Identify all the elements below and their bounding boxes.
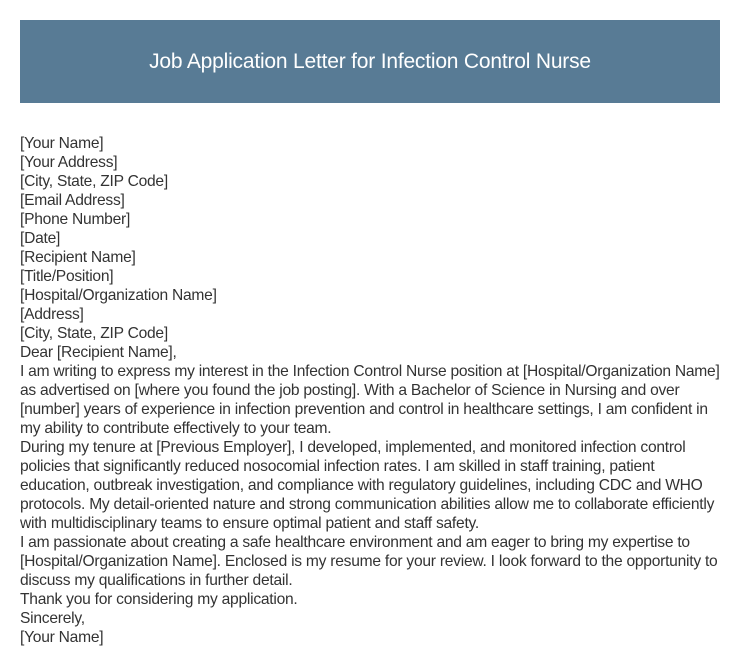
- salutation: Dear [Recipient Name],: [20, 344, 177, 361]
- signature: [Your Name]: [20, 629, 104, 646]
- recipient-title: [Title/Position]: [20, 268, 114, 285]
- recipient-name: [Recipient Name]: [20, 249, 136, 266]
- sender-name: [Your Name]: [20, 135, 104, 152]
- letter-date: [Date]: [20, 230, 61, 247]
- paragraph-experience: During my tenure at [Previous Employer], I developed, implemented, and monitored infection control policies that significantly reduced nosocomial infection rates. I am skilled in staff training, patient education, outbreak investigation, and compliance with regulatory guidelines, including CDC and WHO protocols. My detail-oriented nature and strong communication abilities allow me to collaborate efficiently with multidisciplinary teams to ensure optimal patient and staff safety.: [20, 439, 715, 532]
- page-title: Job Application Letter for Infection Control Nurse: [149, 49, 591, 73]
- paragraph-thanks: Thank you for considering my application.: [20, 591, 298, 608]
- paragraph-intro: I am writing to express my interest in the Infection Control Nurse position at [Hospital/Organization Name] as advertised on [where you found the job posting]. With a Bachelor of Science in Nursing and over [number] years of experience in infection prevention and control in healthcare settings, I am confident in my ability to contribute effectively to your team.: [20, 363, 720, 437]
- paragraph-closing-interest: I am passionate about creating a safe healthcare environment and am eager to bring my expertise to [Hospital/Organization Name]. Enclosed is my resume for your review. I look forward to the opportunity to discuss my qualifications in further detail.: [20, 534, 718, 589]
- sender-phone: [Phone Number]: [20, 211, 131, 228]
- sender-city-state-zip: [City, State, ZIP Code]: [20, 173, 168, 190]
- letter-body: [20, 134, 722, 647]
- sender-email: [Email Address]: [20, 192, 125, 209]
- closing: Sincerely,: [20, 610, 85, 627]
- recipient-city-state-zip: [City, State, ZIP Code]: [20, 325, 168, 342]
- sender-address: [Your Address]: [20, 154, 118, 171]
- page-title-banner: [20, 20, 720, 103]
- recipient-address: [Address]: [20, 306, 84, 323]
- recipient-organization: [Hospital/Organization Name]: [20, 287, 217, 304]
